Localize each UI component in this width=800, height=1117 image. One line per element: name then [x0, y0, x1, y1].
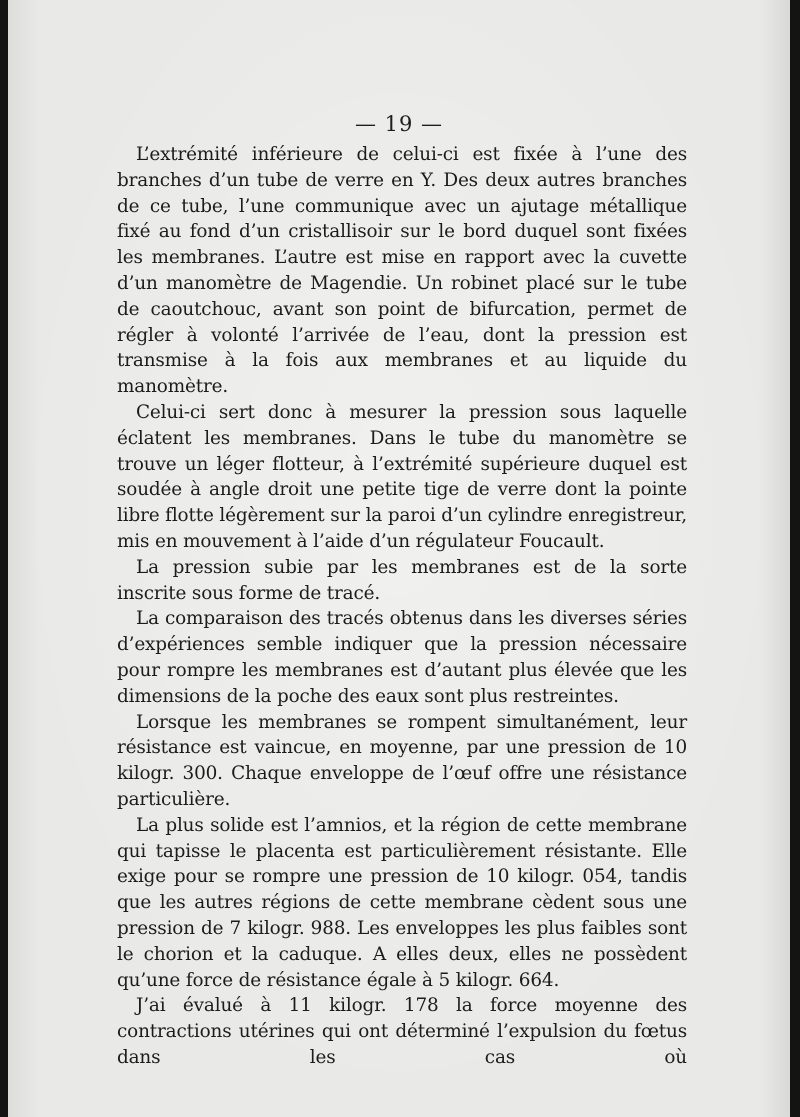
paragraph-3: La pression subie par les membranes est de la sorte inscrite sous forme de tracé.	[117, 556, 687, 604]
paragraph-1: L’extrémité inférieure de celui-ci est fixée à l’une des branches d’un tube de verre en Y. Des deux autres branches de ce tube, l’une communique avec un ajutage métallique fixé au fond d’un cristallisoir sur le bord duquel sont fixées les membranes. L’autre est mise en rapport avec la cuvette d’un manomètre de Magendie. Un robinet placé sur le tube de caoutchouc, avant son point de bifurcation, permet de régler à volonté l’arrivée de l’eau, dont la pression est transmise à la fois aux membranes et au liquide du manomètre.	[117, 144, 687, 398]
paragraph-6: La plus solide est l’amnios, et la région de cette membrane qui tapisse le placenta est particulièrement résistante. Elle exige pour se rompre une pression de 10 kilogr. 054, tandis que les autres régions de cette membrane cèdent sous une pression de 7 kilogr. 988. Les enveloppes les plus faibles sont le chorion et la caduque. A elles deux, elles ne possèdent qu’une force de résistance égale à 5 kilogr. 664.	[117, 814, 687, 991]
paragraph-4: La comparaison des tracés obtenus dans les diverses séries d’expériences semble indiquer que la pression nécessaire pour rompre les membranes est d’autant plus élevée que les dimensions de la poche des eaux sont plus restreintes.	[117, 608, 687, 707]
document-page	[8, 0, 790, 1117]
paragraph-7: J’ai évalué à 11 kilogr. 178 la force moyenne des contractions utérines qui ont déterminé l’expulsion du fœtus dans les cas où	[117, 995, 687, 1068]
body-text	[117, 142, 687, 1071]
page-number: — 19 —	[354, 112, 444, 136]
paragraph-2: Celui-ci sert donc à mesurer la pression sous laquelle éclatent les membranes. Dans le tube du manomètre se trouve un léger flotteur, à l’extrémité supérieure duquel est soudée à angle droit une petite tige de verre dont la pointe libre flotte légèrement sur la paroi d’un cylindre enregistreur, mis en mouvement à l’aide d’un régulateur Foucault.	[117, 401, 687, 552]
paragraph-5: Lorsque les membranes se rompent simultanément, leur résistance est vaincue, en moyenne, par une pression de 10 kilogr. 300. Chaque enveloppe de l’œuf offre une résistance particulière.	[117, 711, 687, 810]
